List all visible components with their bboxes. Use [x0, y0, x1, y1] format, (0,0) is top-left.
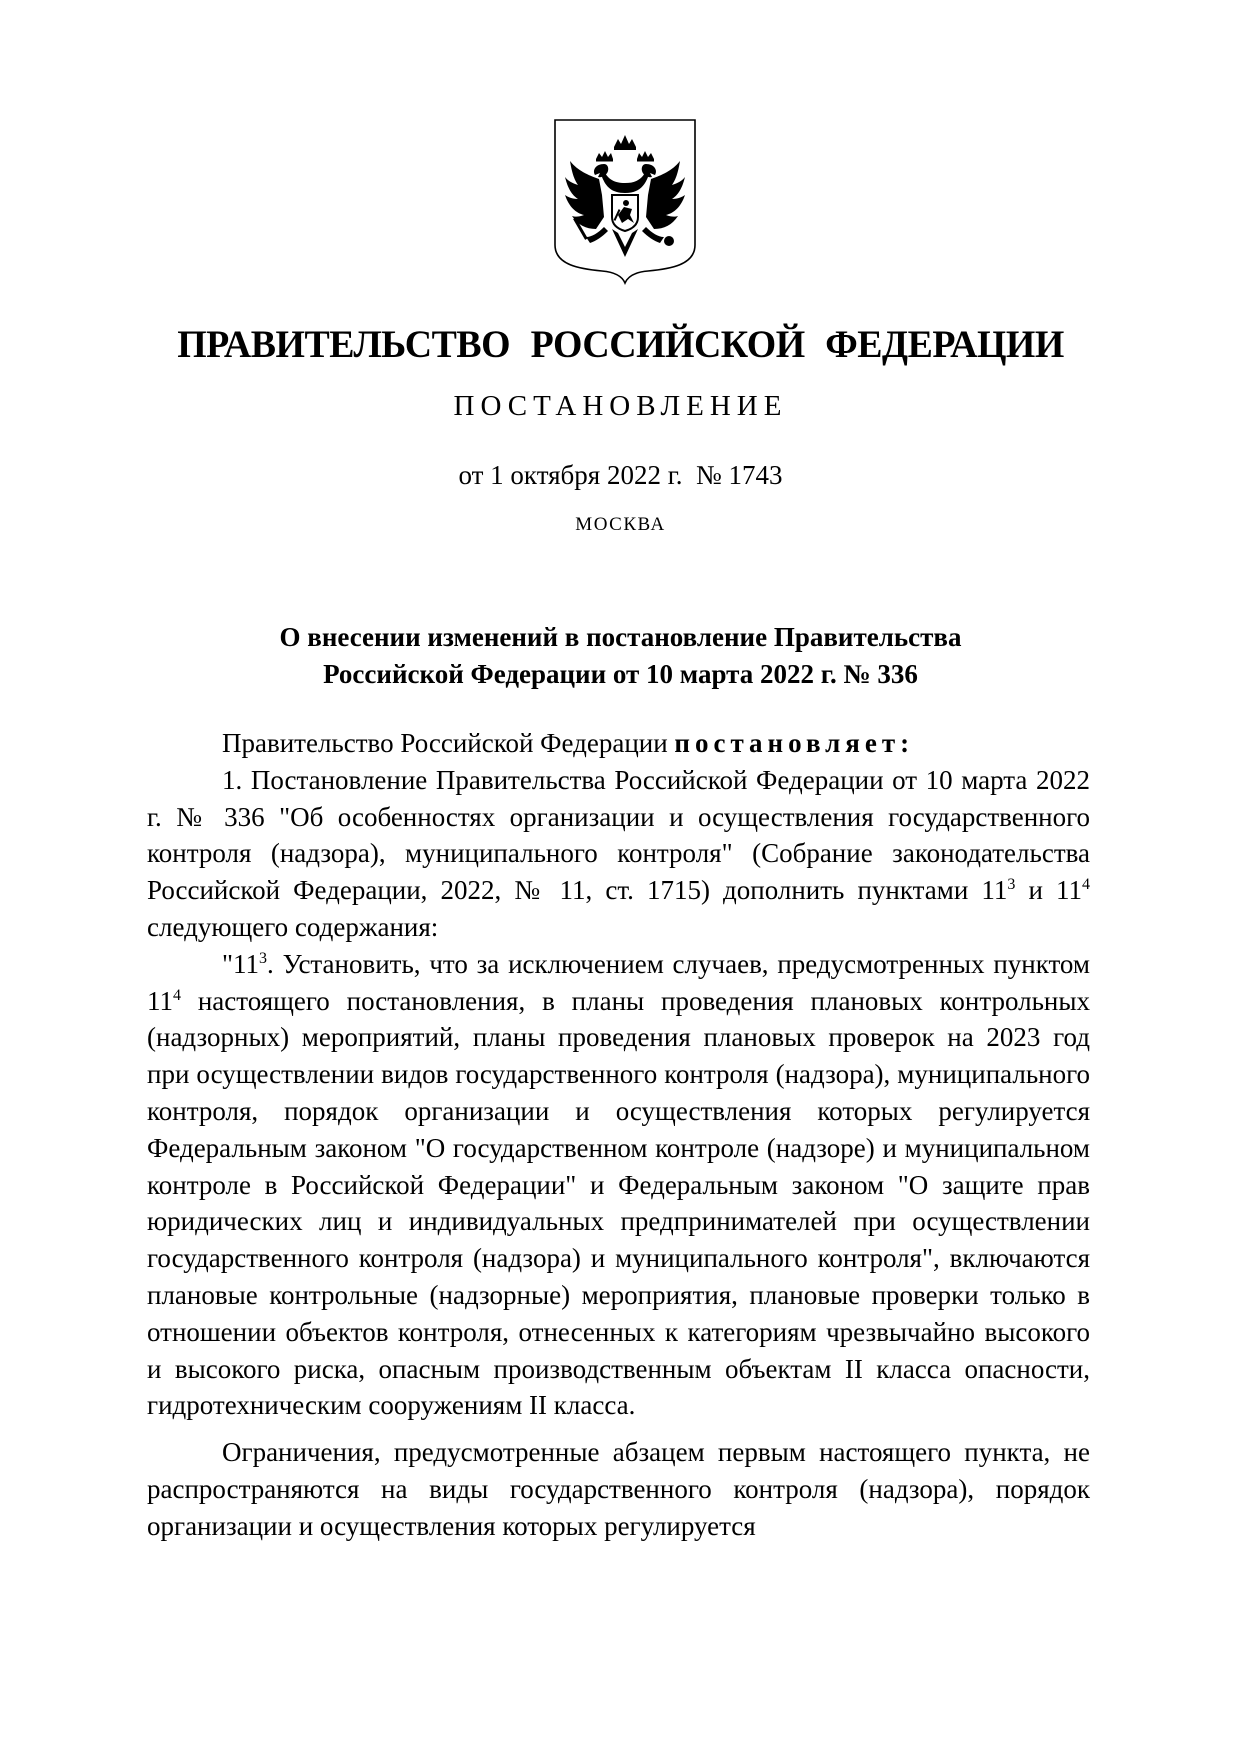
document-subject	[0, 619, 1241, 693]
document-type: ПОСТАНОВЛЕНИЕ	[453, 390, 788, 422]
paragraph-preamble	[147, 725, 1090, 762]
item-1-text-b: и 11	[1015, 875, 1083, 906]
item-11-3-text-c: настоящего постановления, в планы проведения плановых контрольных (надзорных) мероприятий, планы проведения плановых проверок на 2023 год при осуществлении видов государственного контроля (надзора), муниципального контроля, порядок организации и осуществления которых регулируется Федеральным законом "О государственном контроле (надзоре) и муниципальном контроле в Российской Федерации" и Федеральным законом "О защите прав юридических лиц и индивидуальных предпринимателей при осуществлении государственного контроля (надзора) и муниципального контроля", включаются плановые контрольные (надзорные) мероприятия, плановые проверки только в отношении объектов контроля, отнесенных к категориям чрезвычайно высокого и высокого риска, опасным производственным объектам II класса опасности, гидротехническим сооружениям II класса.	[147, 985, 1090, 1421]
document-city: МОСКВА	[575, 514, 666, 535]
item-1-sup-b: 4	[1082, 876, 1091, 894]
paragraph-item-11-3	[147, 946, 1090, 1424]
item-11-3-text-a: "11	[222, 948, 260, 979]
government-title: ПРАВИТЕЛЬСТВО РОССИЙСКОЙ ФЕДЕРАЦИИ	[177, 323, 1064, 366]
item-1-sup-a: 3	[1007, 876, 1016, 894]
document-date-number: от 1 октября 2022 г. № 1743	[458, 460, 783, 490]
coat-of-arms-emblem	[552, 117, 698, 285]
paragraph-restrictions: Ограничения, предусмотренные абзацем первым настоящего пункта, не распространяются на виды государственного контроля (надзора), порядок организации и осуществления которых регулируется	[147, 1437, 1090, 1541]
item-11-3-text-b: . Установить, что за исключением случаев, предусмотренных пунктом 11	[147, 948, 1090, 1016]
preamble-keyword: постановляет:	[674, 728, 915, 758]
item-11-3-sup-b: 4	[173, 986, 181, 1004]
item-11-3-sup-a: 3	[259, 949, 268, 967]
subject-line-2: Российской Федерации от 10 марта 2022 г. № 336	[323, 659, 918, 689]
paragraph-item-1	[147, 762, 1090, 946]
item-1-text-a: 1. Постановление Правительства Российской Федерации от 10 марта 2022 г. № 336 "Об особенностях организации и осуществления государственного контроля (надзора), муниципального контроля" (Собрание законодательства Российской Федерации, 2022, № 11, ст. 1715) дополнить пунктами 11	[147, 764, 1090, 906]
item-1-text-c: следующего содержания:	[147, 911, 439, 942]
document-body	[147, 725, 1090, 1545]
subject-line-1: О внесении изменений в постановление Правительства	[279, 622, 962, 652]
coat-of-arms-icon	[552, 117, 698, 285]
preamble-text: Правительство Российской Федерации	[222, 728, 675, 758]
